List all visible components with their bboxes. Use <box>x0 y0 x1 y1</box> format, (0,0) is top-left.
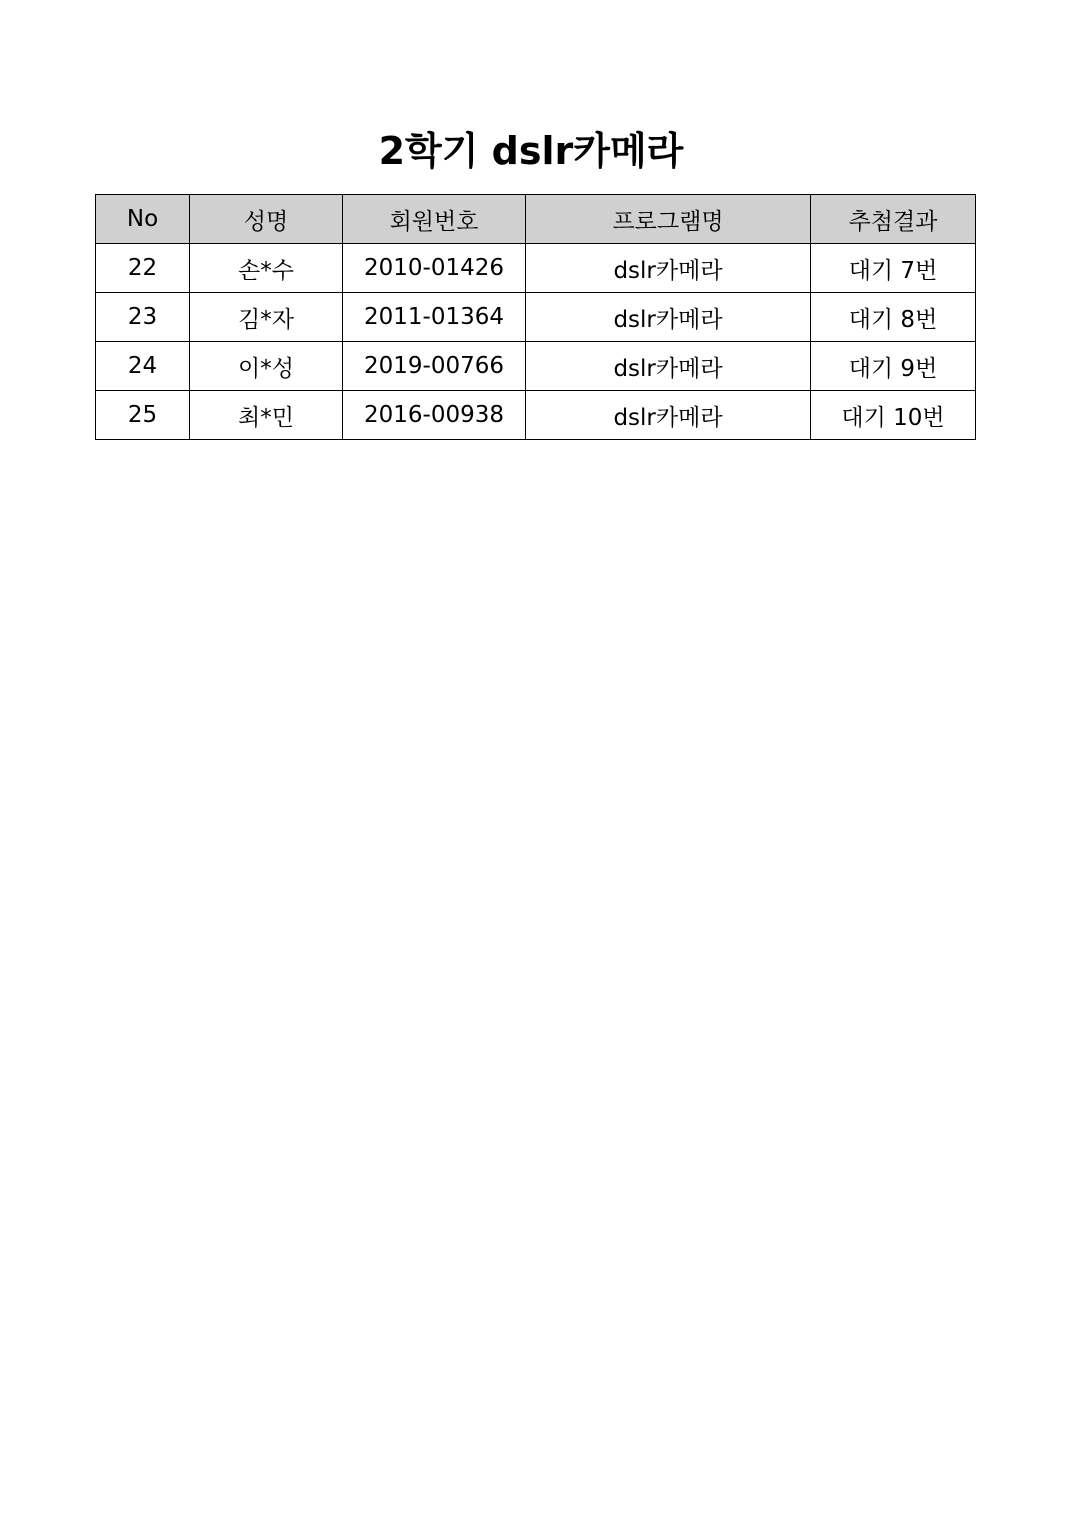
cell-name: 이*성 <box>190 342 343 391</box>
cell-program: dslr카메라 <box>526 293 811 342</box>
header-result: 추첨결과 <box>811 195 976 244</box>
table-row <box>96 244 976 293</box>
cell-member-id: 2011-01364 <box>343 293 526 342</box>
cell-result: 대기 10번 <box>811 391 976 440</box>
cell-no: 23 <box>96 293 190 342</box>
cell-no: 22 <box>96 244 190 293</box>
table-header-row <box>96 195 976 244</box>
header-program: 프로그램명 <box>526 195 811 244</box>
cell-name: 손*수 <box>190 244 343 293</box>
cell-member-id: 2010-01426 <box>343 244 526 293</box>
header-no: No <box>96 195 190 244</box>
cell-no: 24 <box>96 342 190 391</box>
cell-result: 대기 9번 <box>811 342 976 391</box>
cell-program: dslr카메라 <box>526 391 811 440</box>
table-row <box>96 342 976 391</box>
cell-result: 대기 7번 <box>811 244 976 293</box>
cell-name: 최*민 <box>190 391 343 440</box>
cell-program: dslr카메라 <box>526 342 811 391</box>
cell-member-id: 2016-00938 <box>343 391 526 440</box>
header-member-id: 회원번호 <box>343 195 526 244</box>
cell-result: 대기 8번 <box>811 293 976 342</box>
lottery-result-table <box>95 194 976 440</box>
cell-name: 김*자 <box>190 293 343 342</box>
document-title: 2학기 dslr카메라 <box>378 129 684 174</box>
cell-no: 25 <box>96 391 190 440</box>
cell-member-id: 2019-00766 <box>343 342 526 391</box>
table-row <box>96 391 976 440</box>
cell-program: dslr카메라 <box>526 244 811 293</box>
table-row <box>96 293 976 342</box>
header-name: 성명 <box>190 195 343 244</box>
